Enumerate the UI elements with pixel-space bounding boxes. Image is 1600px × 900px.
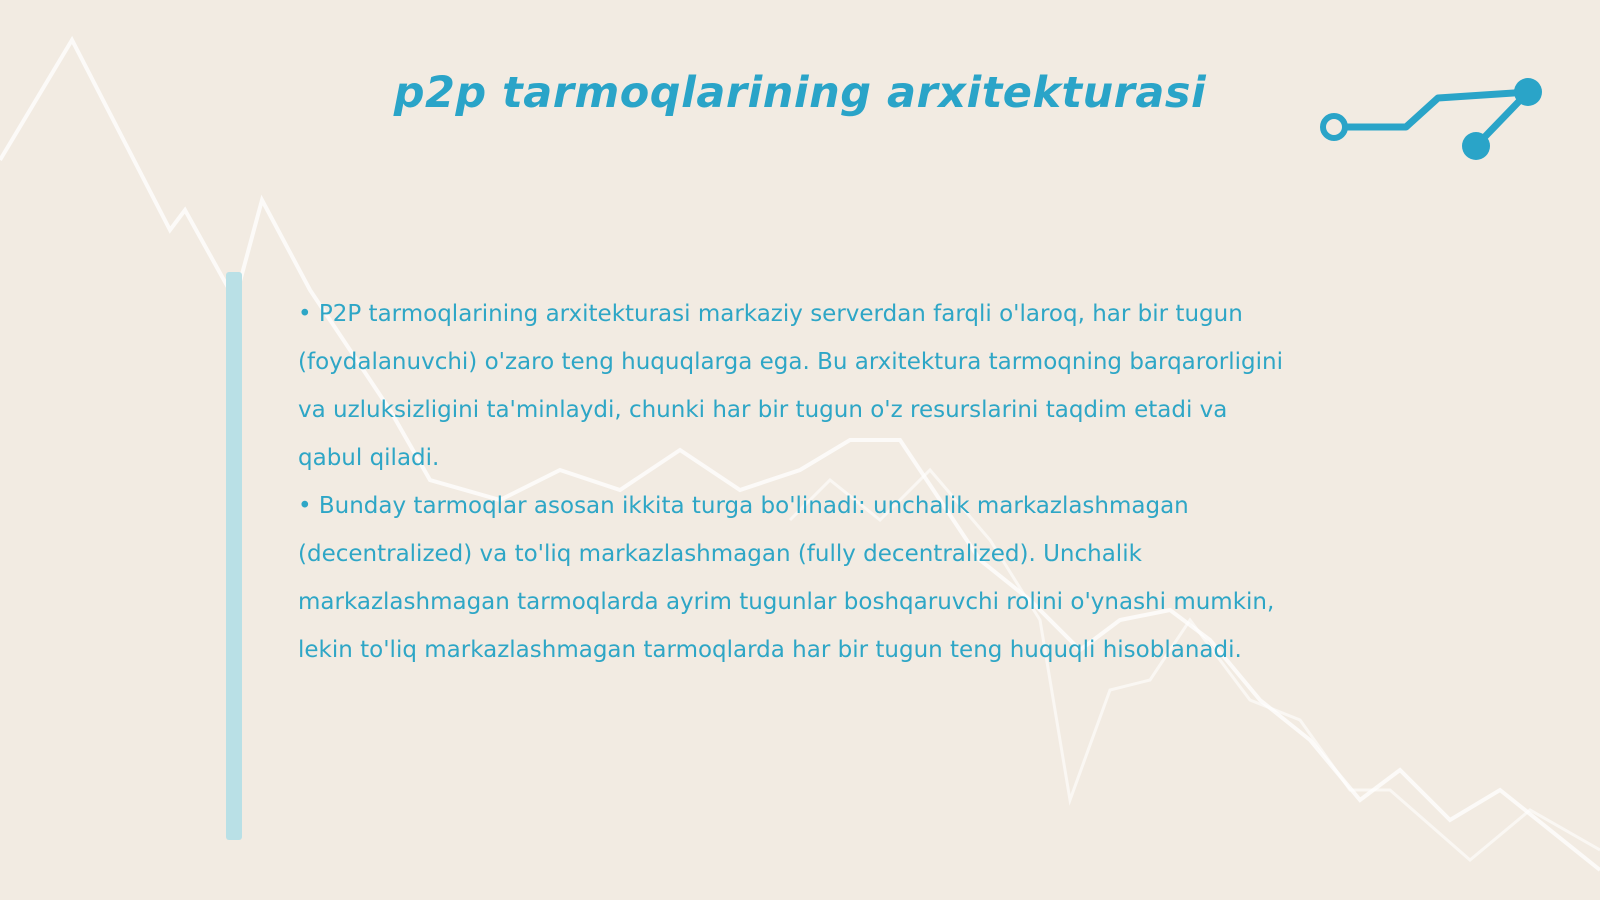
slide-title: p2p tarmoqlarining arxitekturasi bbox=[393, 68, 1207, 118]
paragraph-1: • P2P tarmoqlarining arxitekturasi markaziy serverdan farqli o'laroq, har bir tugun (foydalanuvchi) o'zaro teng huquqlarga ega. Bu arxitektura tarmoqning barqarorligini va uzluksizligini ta'minlaydi, chunki har bir tugun o'z resurslarini taqdim etadi va qabul qiladi. bbox=[298, 301, 1283, 471]
body-text bbox=[298, 290, 1288, 674]
accent-bar bbox=[226, 272, 242, 840]
paragraph-2: • Bunday tarmoqlar asosan ikkita turga bo'linadi: unchalik markazlashmagan (decentralized) va to'liq markazlashmagan (fully decentralized). Unchalik markazlashmagan tarmoqlarda ayrim tugunlar boshqaruvchi rolini o'ynashi mumkin, lekin to'liq markazlashmagan tarmoqlarda har bir tugun teng huquqli hisoblanadi. bbox=[298, 493, 1275, 663]
circuit-node-icon bbox=[1318, 70, 1558, 170]
